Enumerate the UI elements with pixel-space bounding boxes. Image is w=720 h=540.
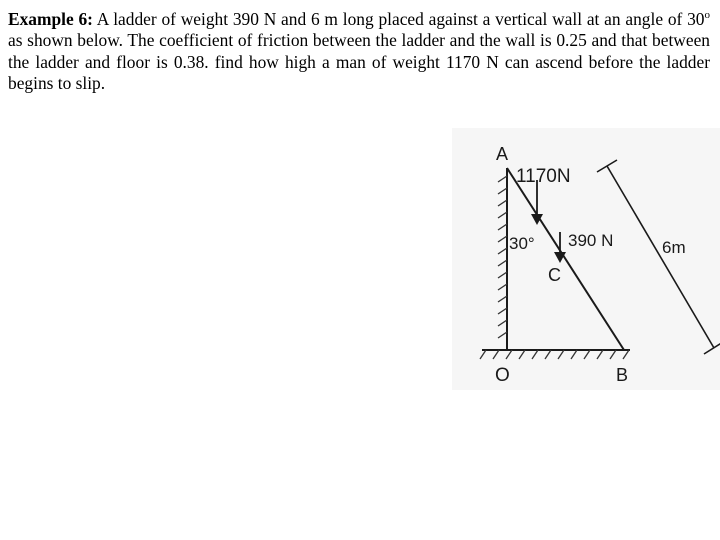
example-heading: Example 6: (8, 8, 93, 29)
degree-mark: o (704, 9, 710, 21)
angle-label: 30° (509, 234, 535, 253)
length-dimension-tick-top (597, 160, 617, 172)
wall-hatching (498, 176, 507, 338)
floor-hatching (480, 350, 629, 359)
ladder-diagram (452, 128, 720, 390)
length-label: 6m (662, 238, 686, 257)
problem-statement (8, 5, 710, 95)
ladder-diagram-svg (452, 128, 720, 390)
point-a-label: A (496, 144, 509, 164)
problem-text-part-1: A ladder of weight 390 N and 6 m long placed against a vertical wall at an angle of 30 (92, 8, 705, 29)
point-o-label: O (495, 365, 510, 386)
length-dimension-line (607, 166, 714, 348)
point-c-label: C (548, 265, 561, 285)
problem-text-part-2: as shown below. The coefficient of friction between the ladder and the wall is 0.25 and that between the ladder and floor is 0.38. find how high a man of weight 1170 N can ascend before the ladder begins to slip. (8, 30, 710, 94)
ladder-line (507, 168, 624, 350)
man-load-label: 1170N (516, 166, 571, 187)
ladder-load-label: 390 N (568, 231, 614, 250)
point-b-label: B (616, 365, 629, 385)
